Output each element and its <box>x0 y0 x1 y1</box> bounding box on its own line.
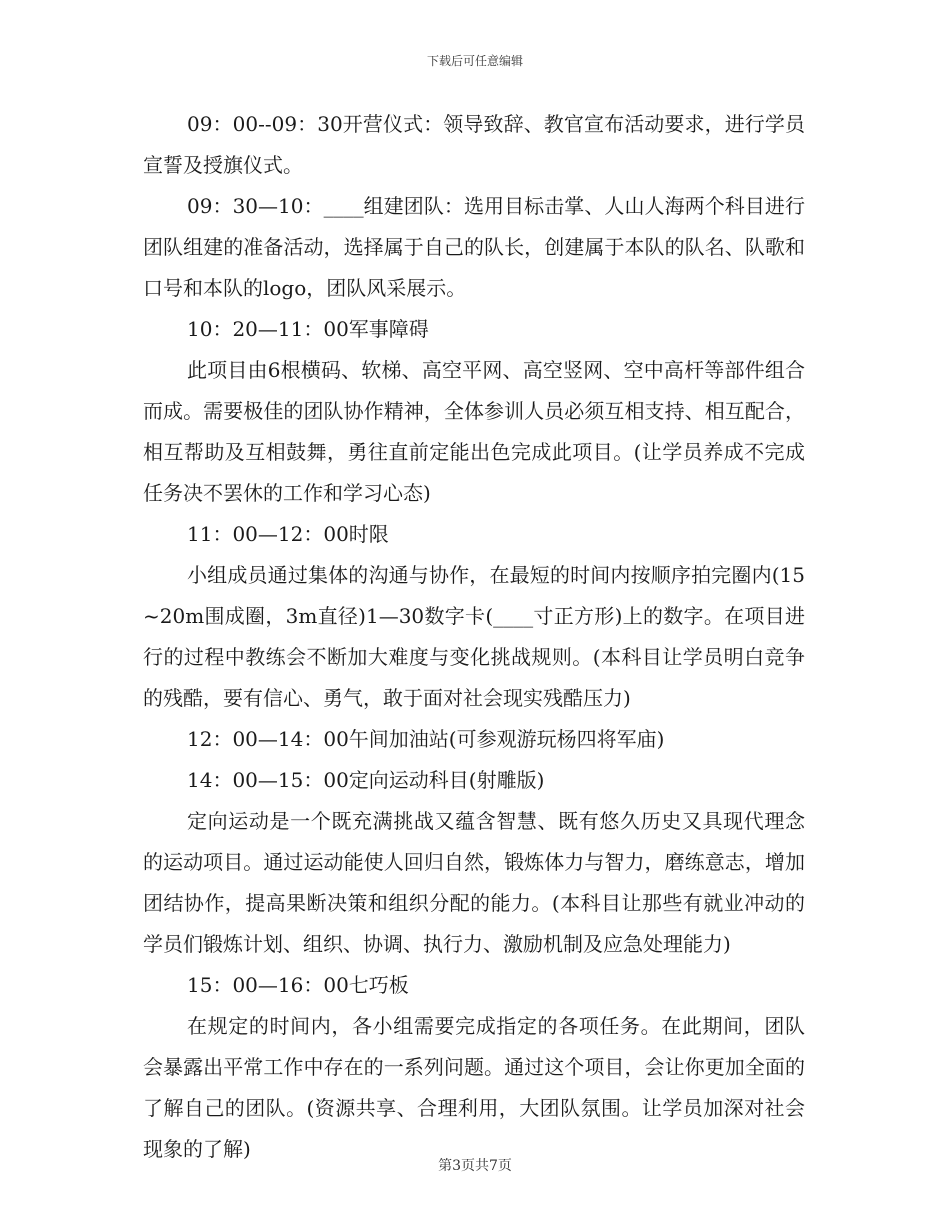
paragraph-military-obstacle-heading: 10：20—11：00军事障碍 <box>187 317 429 341</box>
paragraph-opening-ceremony: 09：00--09：30开营仪式：领导致辞、教官宣布活动要求，进行学员宣誓及授旗仪式。 <box>143 112 805 177</box>
paragraph-orienteering-heading: 14：00—15：00定向运动科目(射雕版) <box>187 768 545 792</box>
paragraph-tangram-body: 在规定的时间内，各小组需要完成指定的各项任务。在此期间，团队会暴露出平常工作中存在的一系列问题。通过这个项目，会让你更加全面的了解自己的团队。(资源共享、合理利用，大团队氛围。让学员加深对社会现象的了解) <box>143 1014 805 1161</box>
page-header: 下载后可任意编辑 <box>426 54 523 68</box>
paragraph-tangram-heading: 15：00—16：00七巧板 <box>187 973 409 997</box>
page-number: 第3页共7页 <box>438 1158 512 1174</box>
paragraph-military-obstacle-body: 此项目由6根横码、软梯、高空平网、高空竖网、空中高杆等部件组合而成。需要极佳的团队协作精神，全体参训人员必须互相支持、相互配合，相互帮助及互相鼓舞，勇往直前定能出色完成此项目。(让学员养成不完成任务决不罢休的工作和学习心态) <box>143 358 805 505</box>
document-body <box>143 104 805 1170</box>
paragraph-time-limit-body: 小组成员通过集体的沟通与协作，在最短的时间内按顺序拍完圈内(15~20m围成圈，3m直径)1—30数字卡(____寸正方形)上的数字。在项目进行的过程中教练会不断加大难度与变化挑战规则。(本科目让学员明白竞争的残酷，要有信心、勇气，敢于面对社会现实残酷压力) <box>143 563 805 710</box>
paragraph-time-limit-heading: 11：00—12：00时限 <box>187 522 389 546</box>
paragraph-team-building: 09：30—10：____组建团队：选用目标击掌、人山人海两个科目进行团队组建的准备活动，选择属于自己的队长，创建属于本队的队名、队歌和口号和本队的logo，团队风采展示。 <box>143 194 805 300</box>
paragraph-orienteering-body: 定向运动是一个既充满挑战又蕴含智慧、既有悠久历史又具现代理念的运动项目。通过运动能使人回归自然，锻炼体力与智力，磨练意志，增加团结协作，提高果断决策和组织分配的能力。(本科目让那些有就业冲动的学员们锻炼计划、组织、协调、执行力、激励机制及应急处理能力) <box>143 809 805 956</box>
paragraph-lunch: 12：00—14：00午间加油站(可参观游玩杨四将军庙) <box>187 727 665 751</box>
